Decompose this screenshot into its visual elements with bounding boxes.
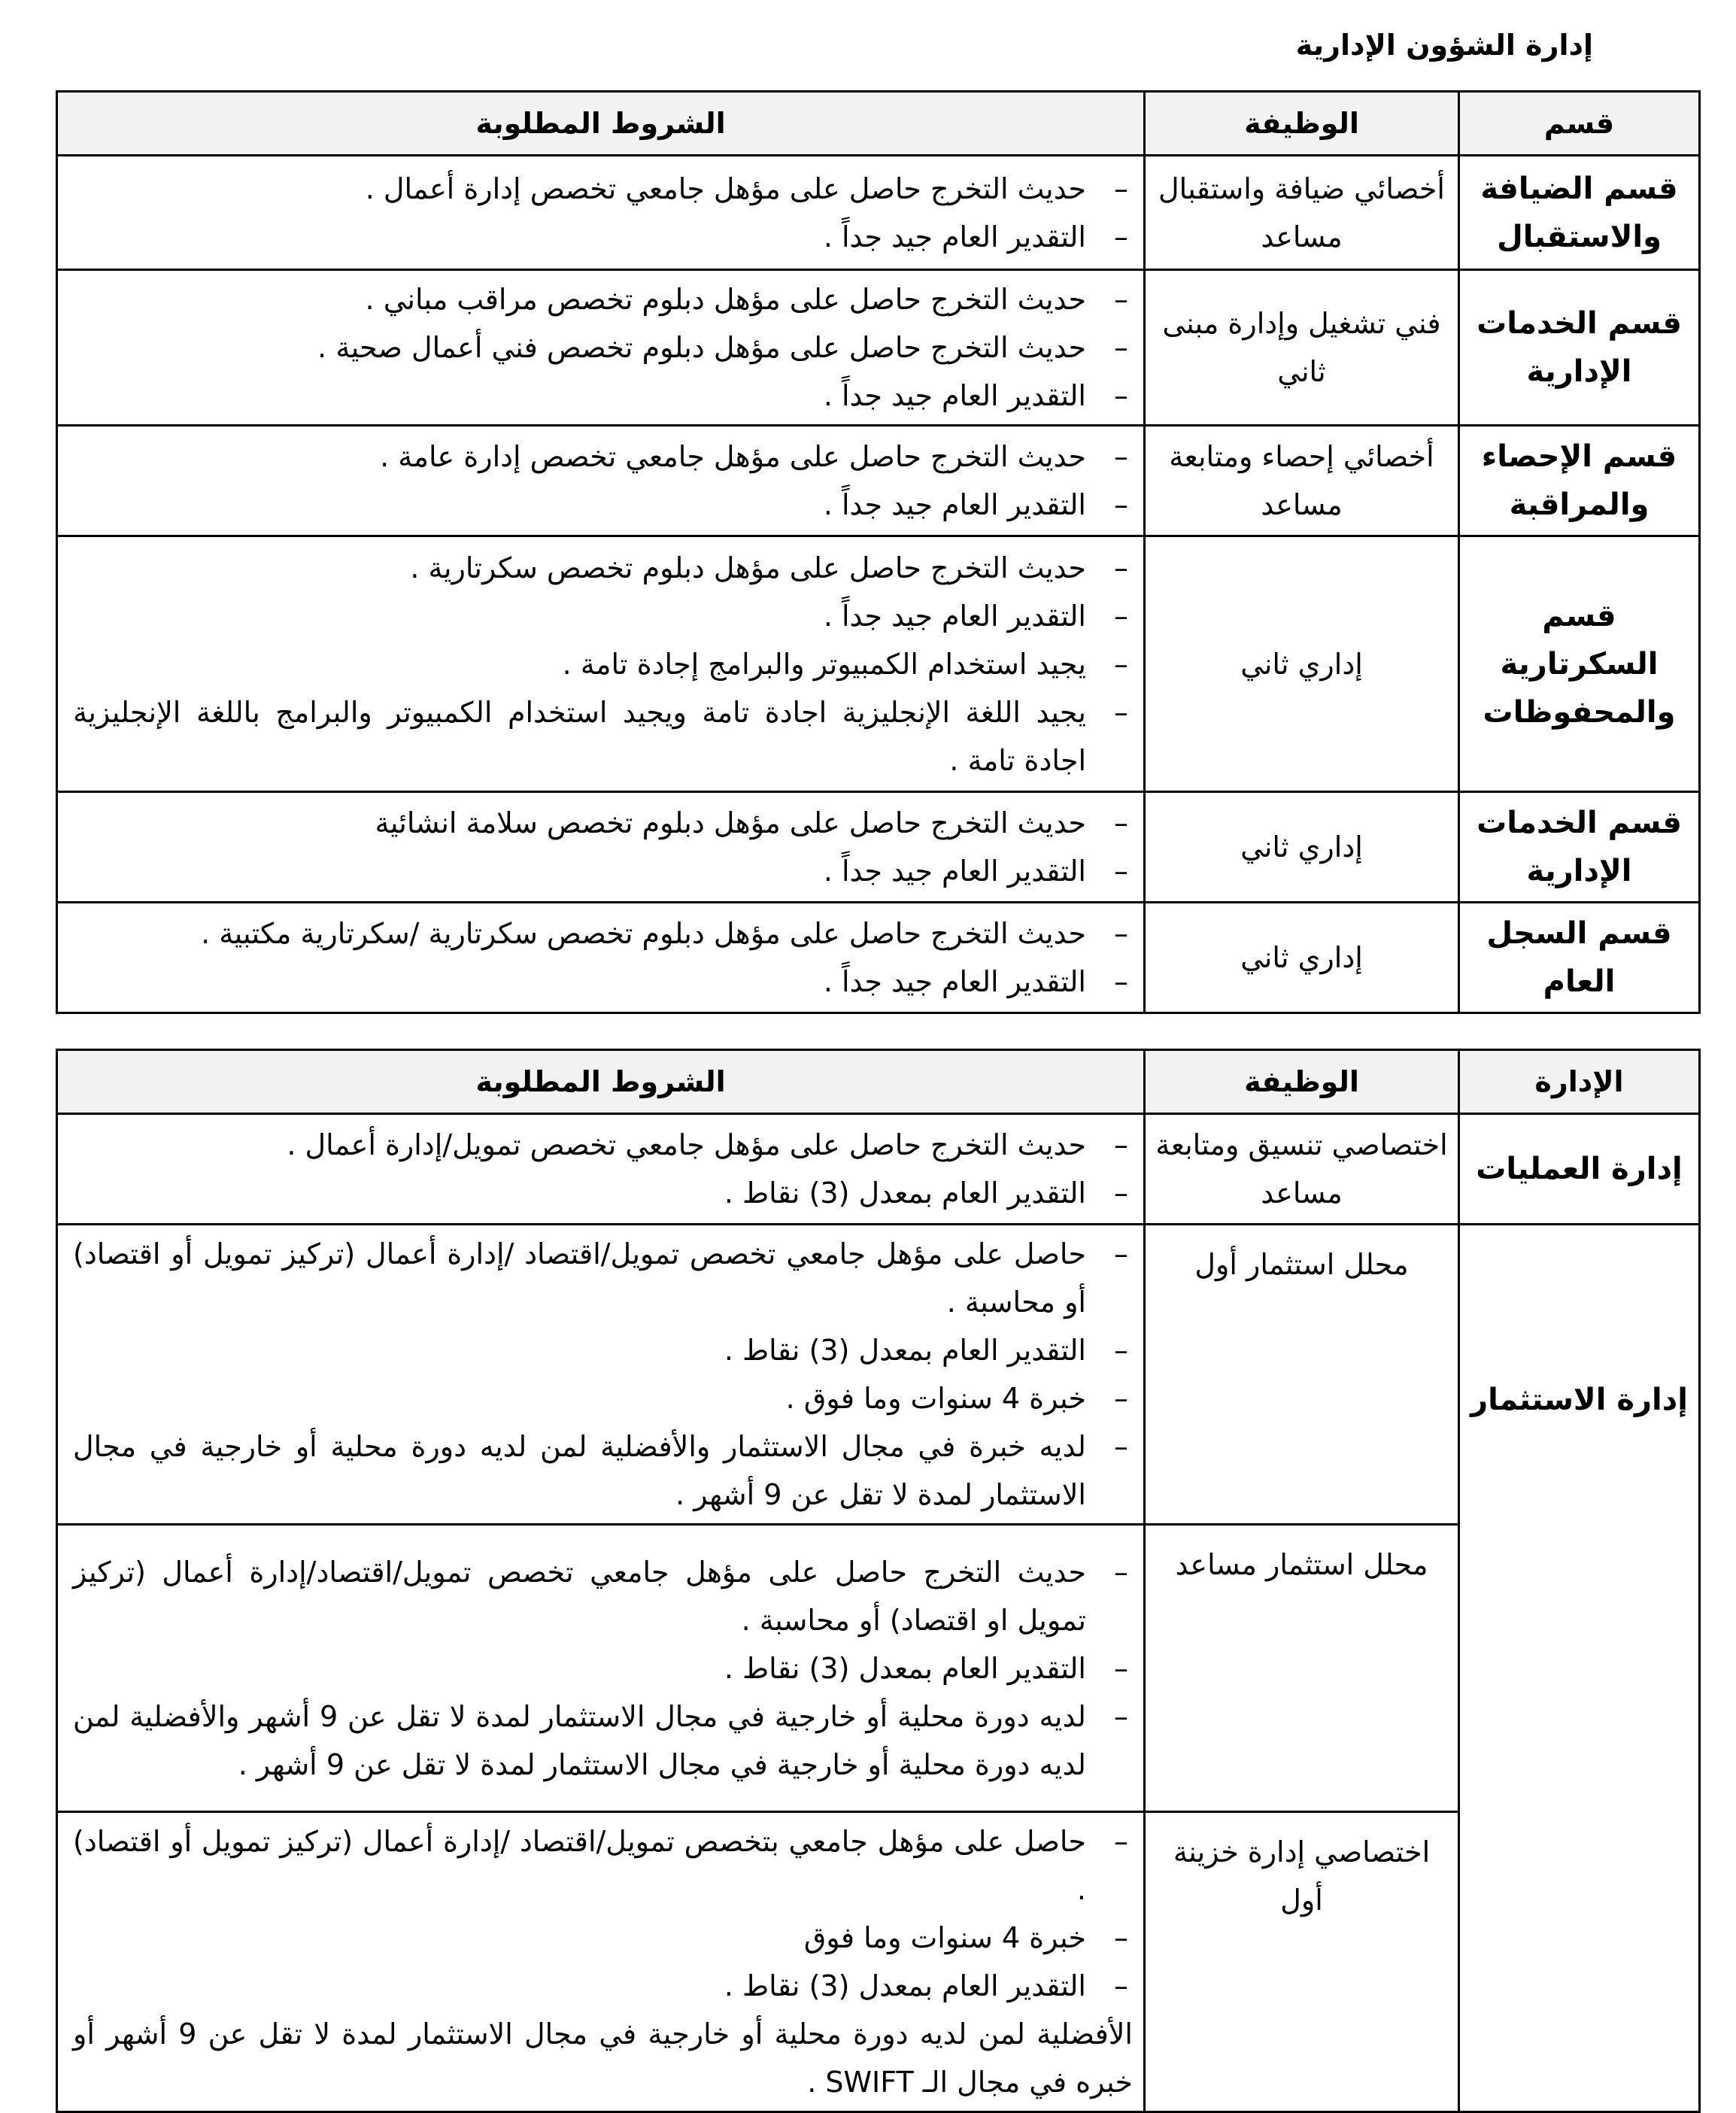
administrations-table [56,1049,1701,2113]
section-title: إدارة الشؤون الإدارية [1295,29,1593,62]
requirements-cell [57,1812,1145,2112]
requirement-item: – التقدير العام جيد جداً . [73,213,1133,261]
requirement-item: – خبرة 4 سنوات وما فوق . [73,1374,1133,1422]
header-requirements: الشروط المطلوبة [57,1050,1145,1114]
requirement-item: – التقدير العام بمعدل (3) نقاط . [73,1326,1133,1374]
requirements-cell [57,903,1145,1013]
requirement-item: – خبرة 4 سنوات وما فوق [73,1914,1133,1962]
requirement-item: – يجيد استخدام الكمبيوتر والبرامج إجادة تامة . [73,640,1133,688]
header-requirements: الشروط المطلوبة [57,92,1145,156]
requirement-item: – حديث التخرج حاصل على مؤهل دبلوم تخصص مراقب مباني . [73,275,1133,323]
dept-cell: قسم الضيافة والاستقبال [1459,156,1700,270]
requirements-cell [57,426,1145,536]
table-row [57,903,1700,1013]
header-job: الوظيفة [1145,1050,1459,1114]
requirements-cell [57,1225,1145,1525]
table-row [57,792,1700,903]
job-cell: إداري ثاني [1145,792,1459,903]
requirements-cell [57,1525,1145,1812]
job-cell: اختصاصي إدارة خزينة أول [1145,1812,1459,2112]
requirements-cell [57,536,1145,792]
job-cell: إداري ثاني [1145,536,1459,792]
requirements-cell [57,792,1145,903]
requirement-item: – التقدير العام جيد جداً . [73,592,1133,640]
requirement-item: – حديث التخرج حاصل على مؤهل جامعي تخصص إدارة أعمال . [73,165,1133,213]
requirement-item: – حديث التخرج حاصل على مؤهل جامعي تخصص تمويل/اقتصاد/إدارة أعمال (تركيز تمويل او اقتصاد) أو محاسبة . [73,1548,1133,1644]
dept-cell: إدارة العمليات [1459,1114,1700,1225]
requirements-cell [57,156,1145,270]
table-header-row [57,92,1700,156]
dept-cell: قسم السكرتارية والمحفوظات [1459,536,1700,792]
job-cell: فني تشغيل وإدارة مبنى ثاني [1145,270,1459,426]
table-row [57,1812,1700,2112]
table-row [57,156,1700,270]
requirement-item: – حديث التخرج حاصل على مؤهل دبلوم تخصص سكرتارية /سكرتارية مكتبية . [73,909,1133,958]
job-cell: إداري ثاني [1145,903,1459,1013]
requirement-item: – حديث التخرج حاصل على مؤهل دبلوم تخصص سلامة انشائية [73,799,1133,847]
table-row [57,1114,1700,1225]
requirement-note: الأفضلية لمن لديه دورة محلية أو خارجية في مجال الاستثمار لمدة لا تقل عن 9 أشهر أو خبره في مجال الـ SWIFT . [73,2017,1133,2099]
requirement-item: – التقدير العام بمعدل (3) نقاط . [73,1962,1133,2010]
dept-cell: قسم الإحصاء والمراقبة [1459,426,1700,536]
job-cell: محلل استثمار أول [1145,1225,1459,1525]
requirements-cell [57,1114,1145,1225]
requirement-item: – لديه خبرة في مجال الاستثمار والأفضلية لمن لديه دورة محلية أو خارجية في مجال الاستثمار لمدة لا تقل عن 9 أشهر . [73,1422,1133,1519]
requirement-item: – التقدير العام بمعدل (3) نقاط . [73,1169,1133,1217]
header-dept: قسم [1459,92,1700,156]
header-administration: الإدارة [1459,1050,1700,1114]
requirement-item: – حديث التخرج حاصل على مؤهل جامعي تخصص تمويل/إدارة أعمال . [73,1121,1133,1169]
requirements-cell [57,270,1145,426]
requirement-item: – التقدير العام جيد جداً . [73,481,1133,529]
job-cell: أخصائي إحصاء ومتابعة مساعد [1145,426,1459,536]
requirement-item: – حديث التخرج حاصل على مؤهل دبلوم تخصص سكرتارية . [73,544,1133,592]
dept-cell: قسم الخدمات الإدارية [1459,270,1700,426]
requirement-item: – حاصل على مؤهل جامعي تخصص تمويل/اقتصاد /إدارة أعمال (تركيز تمويل أو اقتصاد) أو محاسبة . [73,1230,1133,1326]
table-header-row [57,1050,1700,1114]
table-row [57,426,1700,536]
table-row [57,1525,1700,1812]
document-page [56,0,1698,2105]
requirement-item: – التقدير العام بمعدل (3) نقاط . [73,1644,1133,1693]
job-cell: أخصائي ضيافة واستقبال مساعد [1145,156,1459,270]
requirement-item: – التقدير العام جيد جداً . [73,847,1133,895]
job-cell: اختصاصي تنسيق ومتابعة مساعد [1145,1114,1459,1225]
table-row [57,270,1700,426]
job-cell: محلل استثمار مساعد [1145,1525,1459,1812]
header-job: الوظيفة [1145,92,1459,156]
requirement-item: – حديث التخرج حاصل على مؤهل دبلوم تخصص فني أعمال صحية . [73,323,1133,372]
requirement-item: – حديث التخرج حاصل على مؤهل جامعي تخصص إدارة عامة . [73,433,1133,481]
dept-cell: إدارة الاستثمار [1459,1225,1700,2112]
dept-cell: قسم الخدمات الإدارية [1459,792,1700,903]
table-row [57,1225,1700,1525]
requirement-item: – التقدير العام جيد جداً . [73,372,1133,420]
table-row [57,536,1700,792]
departments-table [56,90,1701,1014]
requirement-item: – التقدير العام جيد جداً . [73,958,1133,1006]
requirement-item: – لديه دورة محلية أو خارجية في مجال الاستثمار لمدة لا تقل عن 9 أشهر والأفضلية لمن لديه دورة محلية أو خارجية في مجال الاستثمار لمدة لا تقل عن 9 أشهر . [73,1693,1133,1789]
requirement-item: – حاصل على مؤهل جامعي بتخصص تمويل/اقتصاد /إدارة أعمال (تركيز تمويل أو اقتصاد) . [73,1817,1133,1914]
requirement-item: – يجيد اللغة الإنجليزية اجادة تامة ويجيد استخدام الكمبيوتر والبرامج باللغة الإنجليزية اجادة تامة . [73,688,1133,785]
dept-cell: قسم السجل العام [1459,903,1700,1013]
